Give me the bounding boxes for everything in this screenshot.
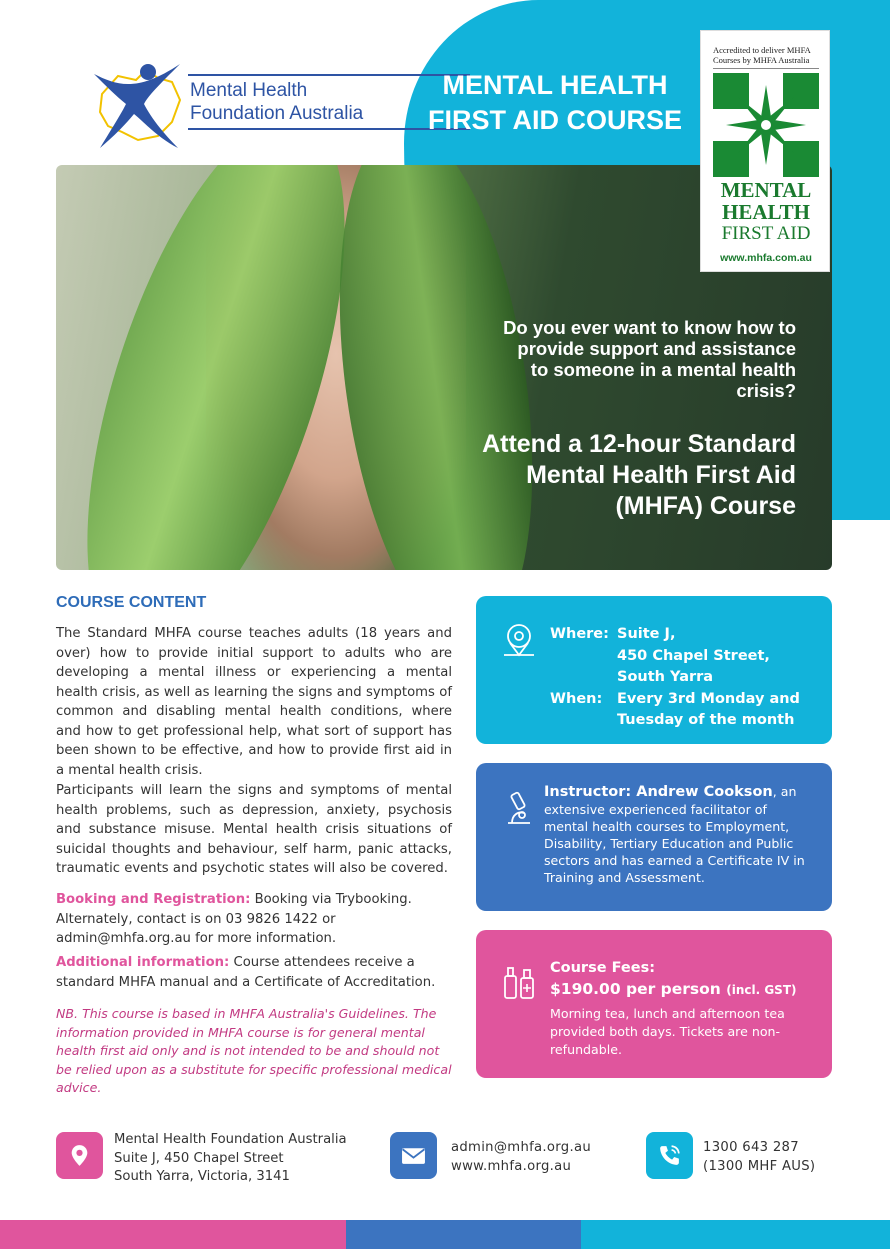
footer-bar-cyan — [581, 1220, 890, 1249]
when-line2: Tuesday of the month — [617, 712, 795, 728]
location-pin-icon — [502, 622, 536, 658]
phone-icon — [657, 1143, 682, 1168]
email-icon-tile — [390, 1132, 437, 1179]
footer-phone-number[interactable]: 1300 643 287 — [703, 1140, 799, 1155]
instructor-box — [476, 763, 832, 911]
instructor-desc: , an extensive experienced facilitator of mental health courses to Employment, Disability, Tertiary Education and Public sectors and has earned a Certificate IV in Training and Assessment. — [544, 784, 805, 885]
booking-label: Booking and Registration: — [56, 892, 251, 907]
where-line1: Suite J, — [617, 626, 676, 642]
instructor-name: Andrew Cookson — [636, 784, 773, 800]
booking-info — [56, 890, 452, 949]
title-line1: MENTAL HEALTH — [442, 70, 668, 100]
footer-address-line3: South Yarra, Victoria, 3141 — [114, 1169, 290, 1184]
when-line1: Every 3rd Monday and — [617, 690, 800, 707]
title-line2: FIRST AID COURSE — [427, 105, 682, 135]
fees-price: $190.00 per person — [550, 980, 721, 998]
page-title — [420, 68, 690, 138]
badge-url: www.mhfa.com.au — [720, 252, 812, 264]
where-line2: 450 Chapel Street, — [617, 647, 770, 664]
fees-note: Morning tea, lunch and afternoon tea provided both days. Tickets are non-refundable. — [550, 1006, 785, 1057]
footer-email[interactable]: admin@mhfa.org.au — [451, 1140, 591, 1155]
additional-text: Course attendees receive a standard MHFA manual and a Certificate of Accreditation. — [56, 955, 436, 990]
envelope-icon — [401, 1143, 426, 1168]
footer-contact — [451, 1139, 591, 1176]
course-paragraph-2: Participants will learn the signs and symptoms of mental health problems, such as depression, anxiety, psychosis and substance misuse. Mental health crisis situations of suicidal thoughts and behaviour, self harm, panic attacks, traumatic events and psychotic states will also be covered. — [56, 783, 452, 876]
where-when-details — [550, 624, 800, 732]
badge-rule — [713, 68, 819, 69]
fees-price-line — [550, 978, 820, 1001]
org-name-line2: Foundation Australia — [190, 103, 364, 124]
footer-phone — [703, 1139, 815, 1176]
footer-bar-blue — [346, 1220, 581, 1249]
instructor-text — [544, 783, 814, 886]
phone-icon-tile — [646, 1132, 693, 1179]
where-line3: South Yarra — [617, 669, 714, 685]
badge-mental-health: MENTAL HEALTH — [720, 178, 812, 224]
microscope-icon — [502, 791, 534, 827]
fees-text — [550, 958, 820, 1059]
where-label: Where: — [550, 626, 609, 642]
footer-website[interactable]: www.mhfa.org.au — [451, 1158, 572, 1174]
additional-info — [56, 953, 452, 992]
fees-heading: Course Fees: — [550, 960, 656, 976]
footer-address-line2: Suite J, 450 Chapel Street — [114, 1150, 284, 1166]
hero-headline: Attend a 12-hour Standard Mental Health First Aid (MHFA) Course — [482, 430, 796, 520]
footer-address-line1: Mental Health Foundation Australia — [114, 1132, 347, 1147]
address-icon-tile — [56, 1132, 103, 1179]
booking-text: Booking via Trybooking. Alternately, contact is on 03 9826 1422 or admin@mhfa.org.au for more information. — [56, 892, 412, 946]
instructor-label: Instructor: — [544, 784, 637, 800]
accredited-text: Accredited to deliver MHFA Courses by MHFA Australia — [713, 45, 811, 65]
footer-bar-pink — [0, 1220, 346, 1249]
footer-address — [114, 1131, 347, 1187]
footer-phone-words: (1300 MHF AUS) — [703, 1158, 816, 1174]
green-cross-star-icon — [713, 73, 819, 177]
fees-gst: (incl. GST) — [726, 983, 797, 997]
where-when-box — [476, 596, 832, 744]
course-content-heading: COURSE CONTENT — [56, 594, 207, 611]
foundation-logo — [88, 56, 388, 156]
hero-question: Do you ever want to know how to provide support and assistance to someone in a mental health crisis? — [503, 317, 796, 401]
bottles-icon — [502, 964, 536, 1000]
australia-figure-icon — [88, 56, 188, 152]
additional-label: Additional information: — [56, 955, 230, 970]
mhfa-badge — [700, 30, 830, 272]
org-name-line1: Mental Health — [190, 80, 308, 101]
when-label: When: — [550, 690, 603, 707]
course-paragraph-1: The Standard MHFA course teaches adults (18 years and over) how to provide initial support to adults who are developing a mental illness or experiencing a mental health crisis, as well as learning the signs and symptoms of common and disabling mental health conditions, where and how to get professional help, what sort of support has been shown to be effective, and how to provide first aid in a mental health crisis. — [56, 626, 452, 778]
disclaimer-note: NB. This course is based in MHFA Australia's Guidelines. The information provided in MHFA course is for general mental health first aid only and is not intended to be and should not be relied upon as a substitute for specific professional medical advice. — [56, 1006, 452, 1095]
map-pin-icon — [67, 1143, 92, 1168]
course-fees-box — [476, 930, 832, 1078]
badge-first-aid: FIRST AID — [721, 223, 811, 244]
